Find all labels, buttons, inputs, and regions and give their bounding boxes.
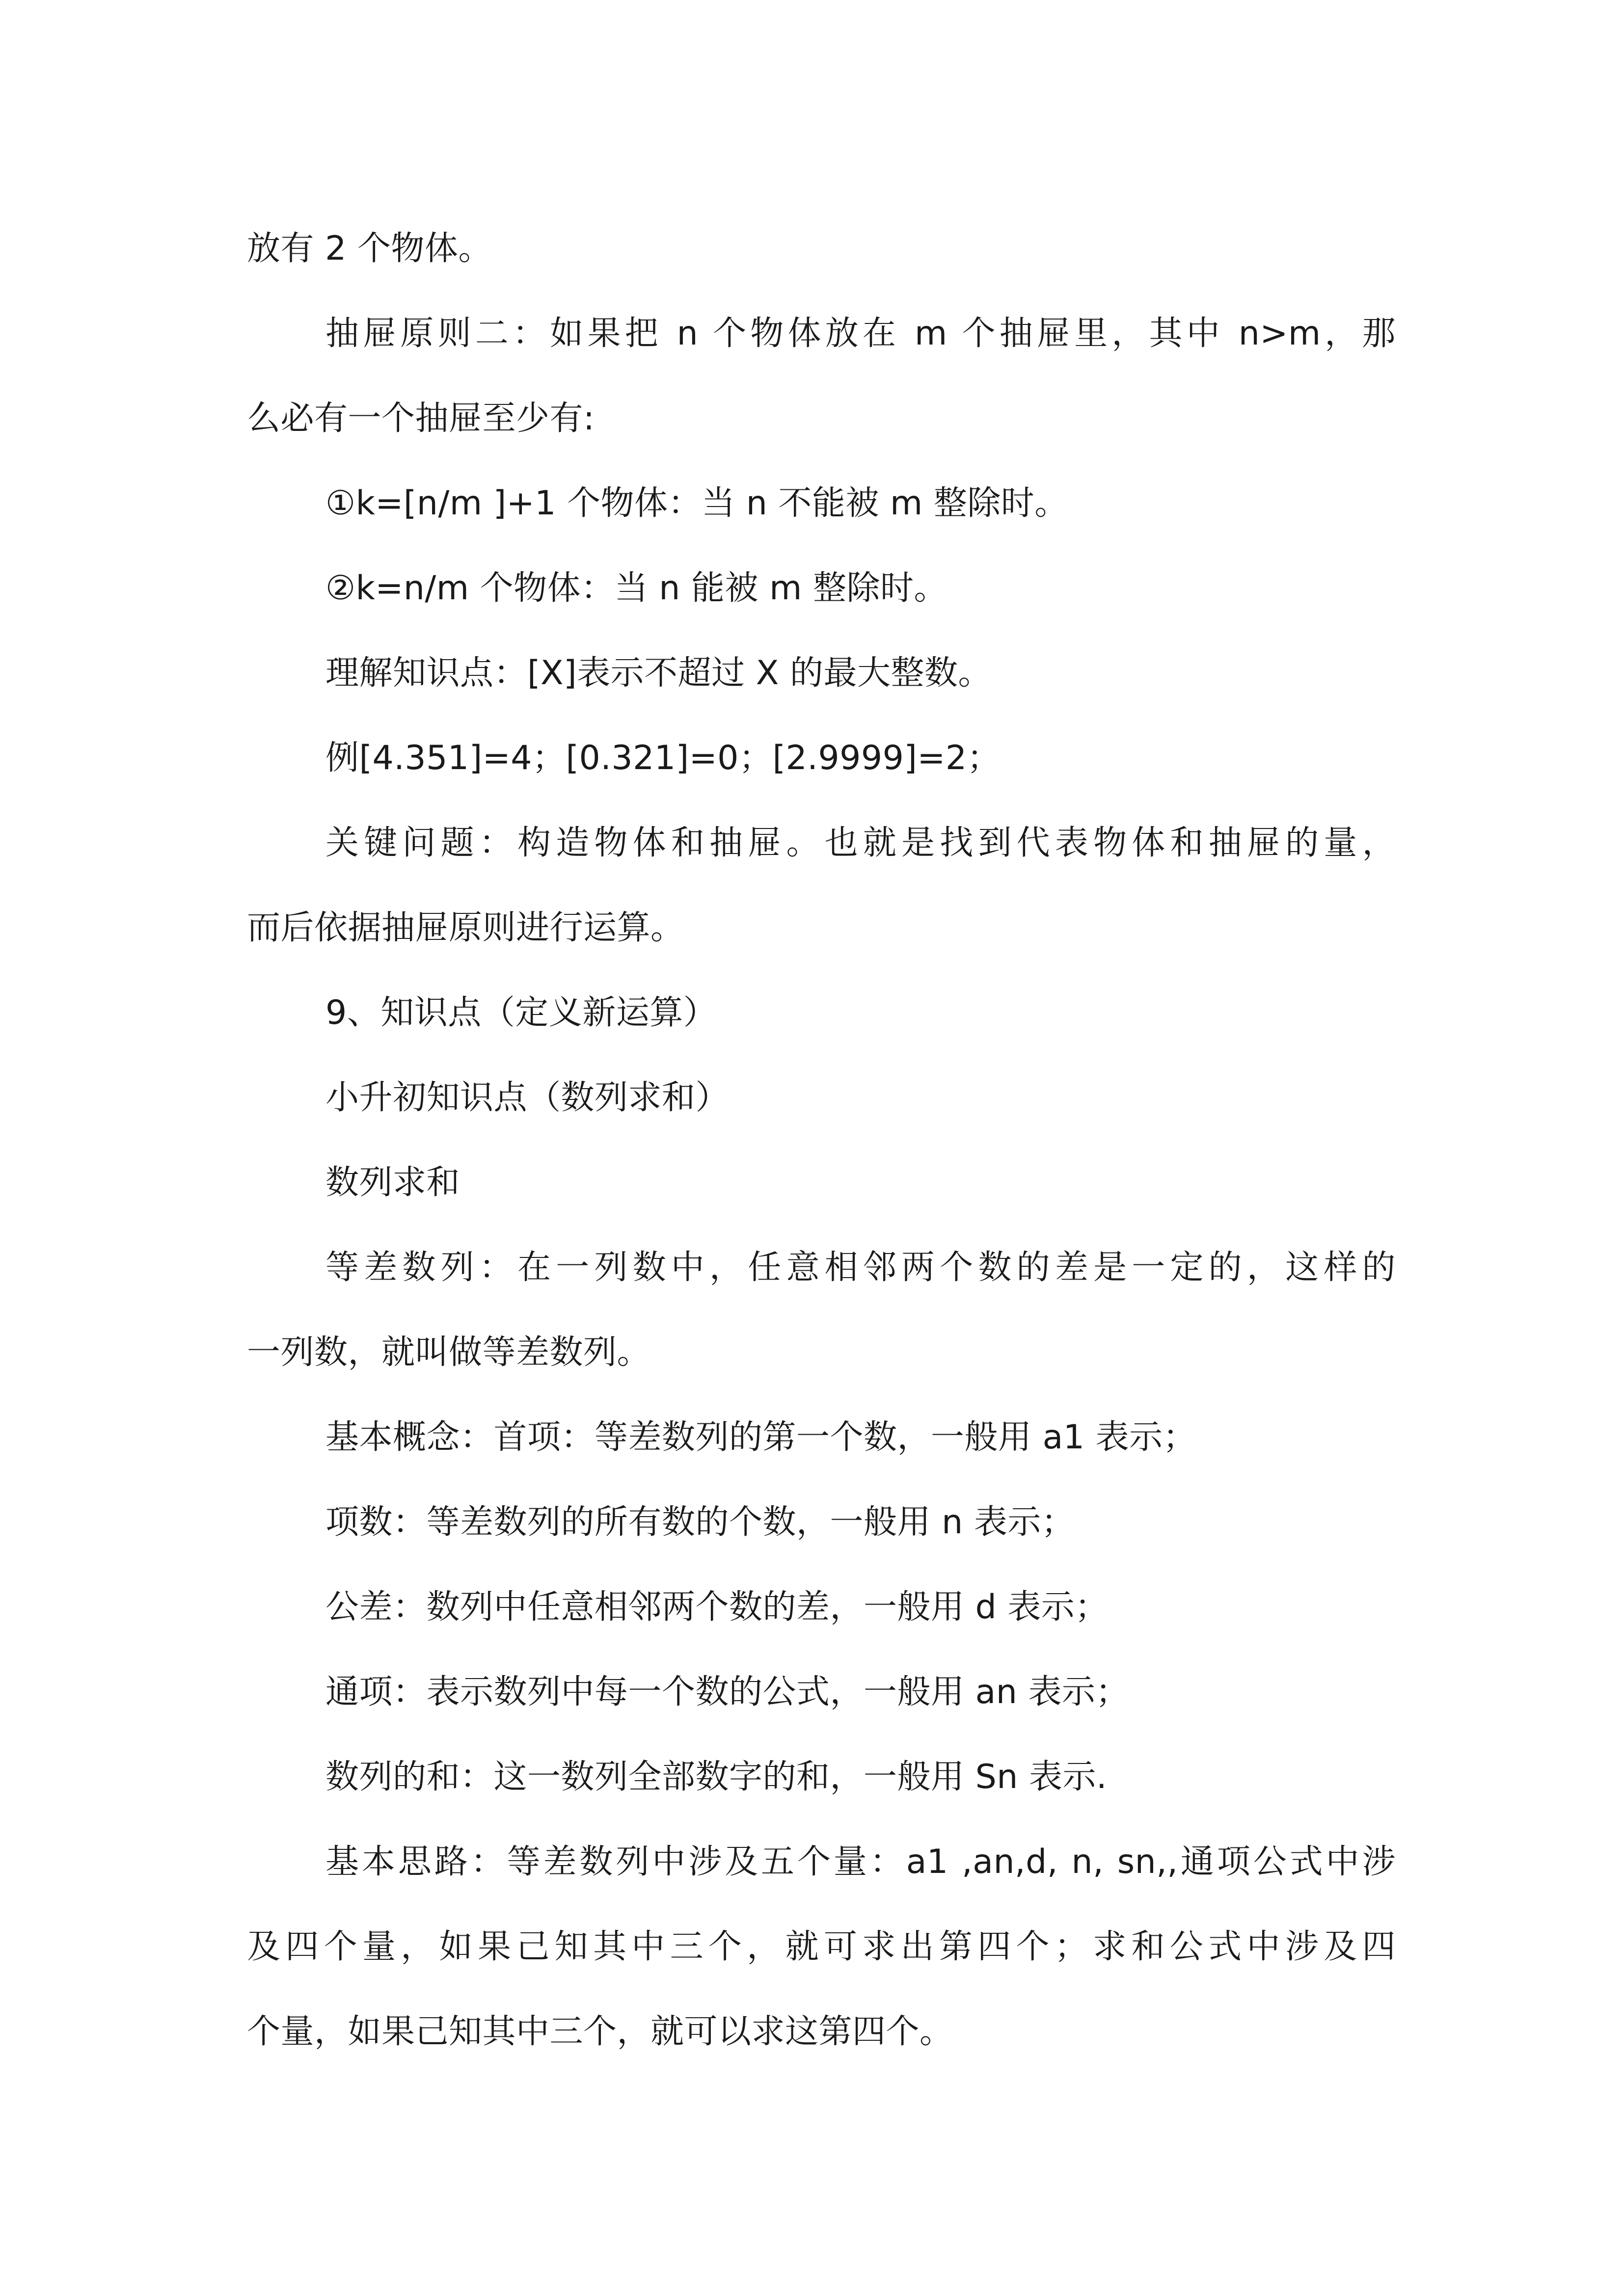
paragraph-line: 一列数，就叫做等差数列。 (247, 1333, 651, 1372)
section-heading: 小升初知识点（数列求和） (325, 1078, 730, 1117)
paragraph-line: 及四个量，如果己知其中三个，就可求出第四个；求和公式中涉及四 (247, 1927, 1396, 1966)
paragraph-line: 例[4.351]=4；[0.321]=0；[2.9999]=2； (325, 739, 1001, 777)
paragraph-line: 等差数列：在一列数中，任意相邻两个数的差是一定的，这样的 (325, 1248, 1396, 1287)
paragraph-line: 而后依据抽屉原则进行运算。 (247, 908, 684, 947)
paragraph-line: ②k=n/m 个物体：当 n 能被 m 整除时。 (325, 569, 947, 608)
paragraph-line: 数列的和：这一数列全部数字的和，一般用 Sn 表示. (325, 1758, 1108, 1796)
paragraph-line: 通项：表示数列中每一个数的公式，一般用 an 表示； (325, 1673, 1129, 1711)
paragraph-line: 基本概念：首项：等差数列的第一个数，一般用 a1 表示； (325, 1418, 1197, 1457)
paragraph-line: 理解知识点：[X]表示不超过 X 的最大整数。 (325, 654, 992, 693)
paragraph-line: 项数：等差数列的所有数的个数，一般用 n 表示； (325, 1503, 1075, 1542)
document-body (247, 206, 1396, 2074)
paragraph-line: 么必有一个抽屉至少有: (247, 399, 595, 438)
paragraph-line: 公差：数列中任意相邻两个数的差，一般用 d 表示； (325, 1588, 1109, 1627)
section-heading: 数列求和 (325, 1163, 460, 1202)
paragraph-line: 抽屉原则二：如果把 n 个物体放在 m 个抽屉里，其中 n>m，那 (325, 314, 1396, 353)
paragraph-line: 个量，如果己知其中三个，就可以求这第四个。 (247, 2012, 953, 2051)
paragraph-line: 放有 2 个物体。 (247, 229, 492, 268)
paragraph-line: 基本思路：等差数列中涉及五个量：a1 ,an,d, n, sn,,通项公式中涉 (325, 1842, 1396, 1881)
paragraph-line: 关键问题：构造物体和抽屉。也就是找到代表物体和抽屉的量， (325, 824, 1396, 862)
paragraph-line: ①k=[n/m ]+1 个物体：当 n 不能被 m 整除时。 (325, 484, 1068, 523)
section-heading: 9、知识点（定义新运算） (325, 993, 717, 1032)
